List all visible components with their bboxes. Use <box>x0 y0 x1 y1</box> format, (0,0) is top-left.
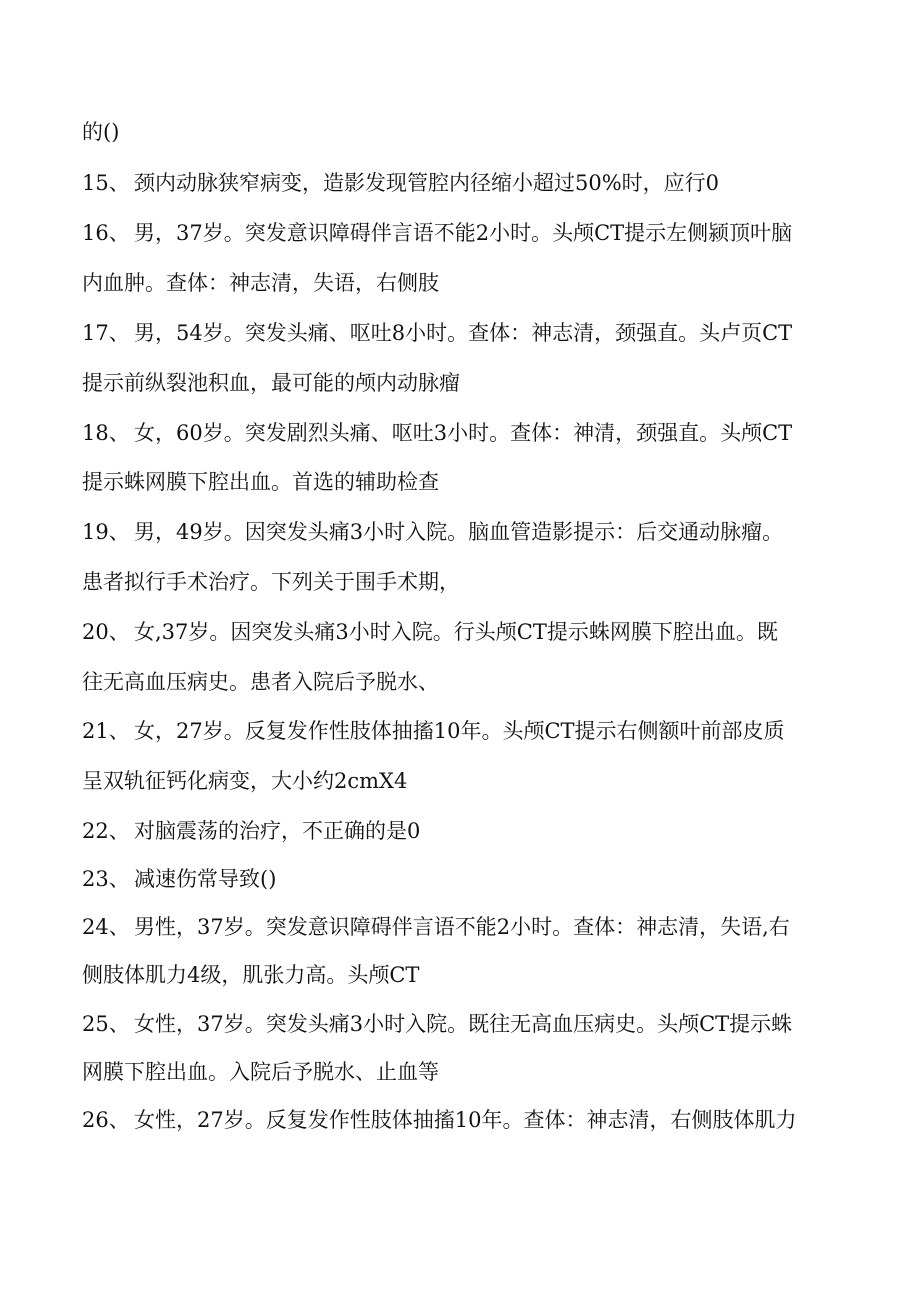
question-text: 女性，27岁。反复发作性肢体抽搐10年。查体：神志清，右侧肢体肌力 <box>134 1108 797 1132</box>
question-16 <box>82 219 842 247</box>
question-text: 女性，37岁。突发头痛3小时入院。既往无高血压病史。头颅CT提示蛛 <box>134 1012 793 1036</box>
question-number: 15、 <box>82 171 130 195</box>
question-20 <box>82 618 842 646</box>
question-text: 男性，37岁。突发意识障碍伴言语不能2小时。查体：神志清，失语,右 <box>134 915 790 939</box>
question-text: 提示蛛网膜下腔出血。首选的辅助检查 <box>82 470 439 494</box>
question-number: 17、 <box>82 321 130 345</box>
question-text: 内血肿。查体：神志清，失语，右侧肢 <box>82 271 439 295</box>
question-number: 24、 <box>82 915 130 939</box>
question-text: 男，37岁。突发意识障碍伴言语不能2小时。头颅CT提示左侧颍顶叶脑 <box>134 221 793 245</box>
question-text: 颈内动脉狭窄病变，造影发现管腔内径缩小超过50%时，应行0 <box>134 171 720 195</box>
question-18 <box>82 419 842 447</box>
question-text: 男，49岁。因突发头痛3小时入院。脑血管造影提示：后交通动脉瘤。 <box>134 520 784 544</box>
question-21 <box>82 717 842 745</box>
question-text: 男，54岁。突发头痛、呕吐8小时。查体：神志清，颈强直。头卢页CT <box>134 321 793 345</box>
question-number: 22、 <box>82 819 130 843</box>
question-text: 女，27岁。反复发作性肢体抽搐10年。头颅CT提示右侧额叶前部皮质 <box>134 719 785 743</box>
question-25 <box>82 1010 842 1038</box>
question-22 <box>82 817 842 845</box>
question-text: 提示前纵裂池积血，最可能的颅内动脉瘤 <box>82 371 460 395</box>
question-17 <box>82 319 842 347</box>
question-text: 患者拟行手术治疗。下列关于围手术期， <box>82 570 460 594</box>
question-text: 侧肢体肌力4级，肌张力高。头颅CT <box>82 963 420 987</box>
continuation-line <box>82 118 842 146</box>
question-text: 呈双轨征钙化病变，大小约2cmX4 <box>82 769 408 793</box>
question-text: 网膜下腔出血。入院后予脱水、止血等 <box>82 1060 439 1084</box>
question-19-continued <box>82 568 842 596</box>
question-18-continued <box>82 468 842 496</box>
question-20-continued <box>82 668 842 696</box>
question-24 <box>82 913 842 941</box>
question-17-continued <box>82 369 842 397</box>
question-text: 女，60岁。突发剧烈头痛、呕吐3小时。查体：神清，颈强直。头颅CT <box>134 421 793 445</box>
question-number: 19、 <box>82 520 130 544</box>
question-text: 对脑震荡的治疗，不正确的是0 <box>134 819 421 843</box>
question-21-continued <box>82 767 842 795</box>
question-number: 18、 <box>82 421 130 445</box>
question-number: 26、 <box>82 1108 130 1132</box>
question-text: 往无高血压病史。患者入院后予脱水、 <box>82 670 439 694</box>
question-number: 21、 <box>82 719 130 743</box>
question-number: 25、 <box>82 1012 130 1036</box>
question-number: 16、 <box>82 221 130 245</box>
question-26 <box>82 1106 842 1134</box>
question-16-continued <box>82 269 842 297</box>
question-15 <box>82 169 842 197</box>
question-number: 23、 <box>82 867 130 891</box>
question-19 <box>82 518 842 546</box>
question-text: 减速伤常导致() <box>134 867 277 891</box>
question-24-continued <box>82 961 842 989</box>
question-23 <box>82 865 842 893</box>
continuation-text: 的() <box>82 120 120 144</box>
question-number: 20、 <box>82 620 130 644</box>
question-25-continued <box>82 1058 842 1086</box>
question-text: 女,37岁。因突发头痛3小时入院。行头颅CT提示蛛网膜下腔出血。既 <box>134 620 778 644</box>
